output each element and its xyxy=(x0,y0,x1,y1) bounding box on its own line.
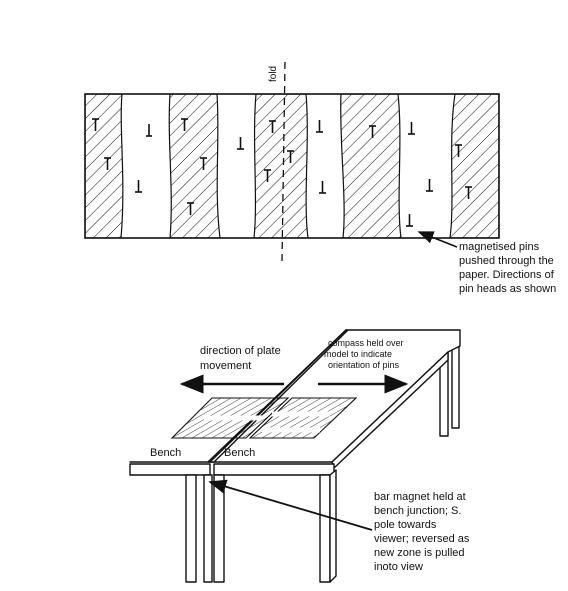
compass-label-line-1: compass held over xyxy=(328,338,404,348)
pin-caption-line-1: magnetised pins xyxy=(459,241,540,253)
hatched-zone-3 xyxy=(254,94,308,238)
paper-strip xyxy=(85,62,557,295)
bench-right-front-leg xyxy=(214,475,224,582)
bench-right-far-leg-side xyxy=(330,470,336,582)
hatched-zone-2 xyxy=(169,94,220,238)
fold-label: fold xyxy=(268,65,279,82)
compass-label-line-3: orientation of pins xyxy=(328,360,400,370)
movement-label-line-1: direction of plate xyxy=(200,345,281,357)
magnet-caption-line-3: pole towards xyxy=(374,519,437,531)
hatched-zones xyxy=(85,94,499,238)
magnet-caption-line-1: bar magnet held at xyxy=(374,491,466,503)
bench-right-label: Bench xyxy=(224,447,256,459)
pin-17 xyxy=(406,214,413,226)
pin-2 xyxy=(146,124,152,136)
pin-13 xyxy=(319,181,326,193)
magnet-caption-line-2: bench junction; S. xyxy=(374,505,462,517)
pin-16 xyxy=(426,179,433,191)
pin-12 xyxy=(316,120,323,132)
bench-right-slab xyxy=(214,464,334,475)
magnet-pointer-arrow xyxy=(210,482,372,530)
bench-left-front-leg xyxy=(186,475,196,582)
pin-caption-line-2: pushed through the xyxy=(459,255,554,267)
pin-caption-line-4: pin heads as shown xyxy=(459,283,557,295)
pin-caption-line-3: paper. Directions of xyxy=(459,269,554,281)
pin-15 xyxy=(408,122,415,134)
compass-label-line-2: model to indicate xyxy=(324,349,393,359)
magnet-caption-line-4: viewer; reversed as xyxy=(374,533,470,545)
pin-caption xyxy=(459,241,557,295)
bench-right-far-leg xyxy=(320,475,330,582)
bench-right-back-leg-2 xyxy=(452,346,459,428)
hatched-zone-4 xyxy=(341,94,401,238)
hatched-zone-5 xyxy=(450,94,499,238)
pin-4 xyxy=(135,180,142,192)
bench-left-inner-leg xyxy=(204,475,212,582)
magnet-caption-line-5: new zone is pulled xyxy=(374,547,465,559)
movement-label-line-2: movement xyxy=(200,360,252,372)
movement-label xyxy=(200,345,284,372)
compass-label xyxy=(324,338,406,370)
pin-8 xyxy=(237,137,244,149)
bench-left-label: Bench xyxy=(150,447,182,459)
bench-left-slab xyxy=(130,464,210,475)
magnet-caption xyxy=(374,491,472,573)
hatched-zone-1 xyxy=(85,94,123,238)
magnet-caption-line-6: inoto view xyxy=(374,561,423,573)
